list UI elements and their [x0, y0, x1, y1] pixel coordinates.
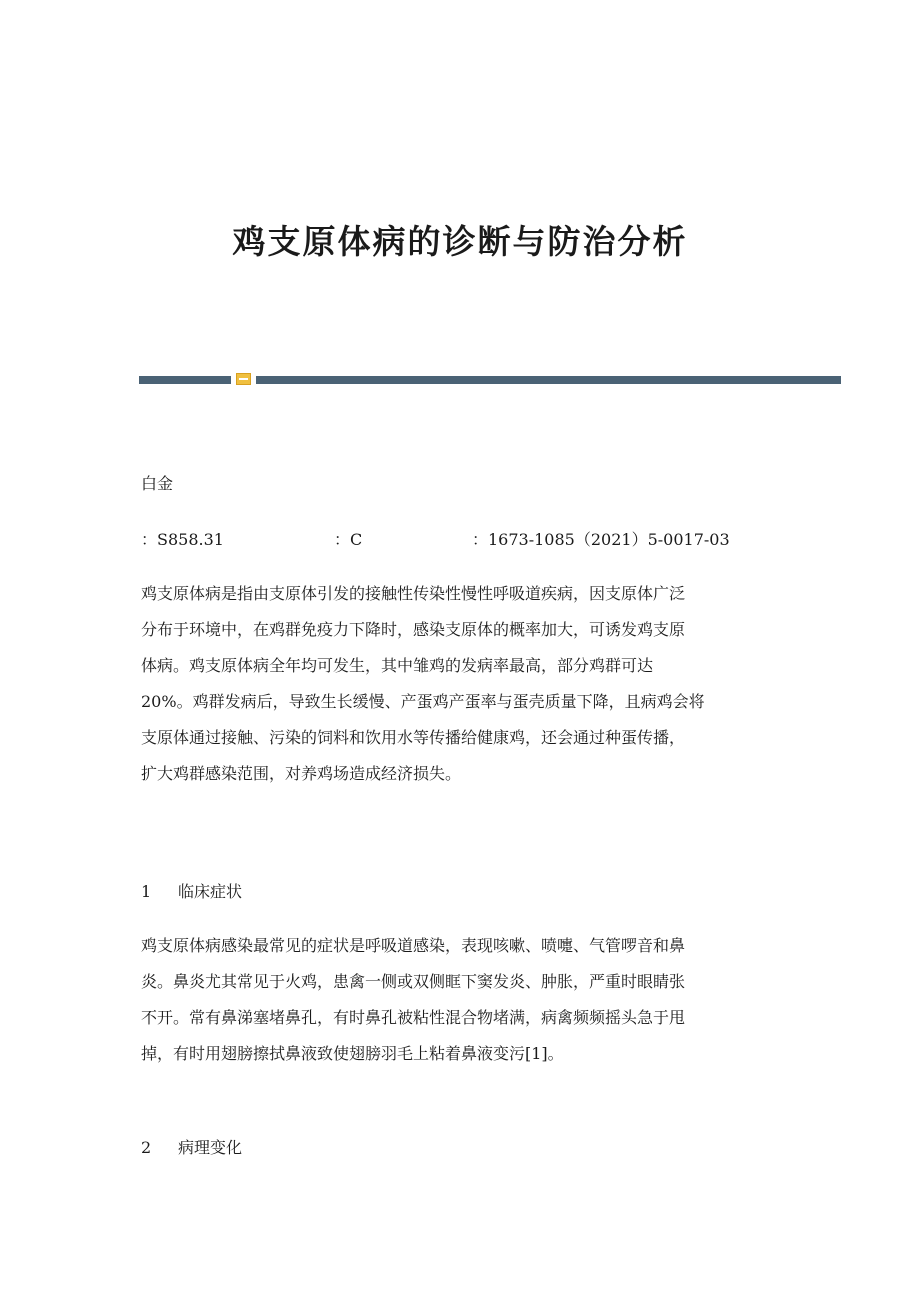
paragraph-line: 鸡支原体病感染最常见的症状是呼吸道感染，表现咳嗽、喷嚏、气管啰音和鼻 — [141, 936, 686, 955]
author-name: 白金 — [141, 474, 174, 493]
divider-bar-right — [256, 376, 841, 384]
document-title: 鸡支原体病的诊断与防治分析 — [232, 222, 688, 261]
section-title: 临床症状 — [178, 882, 243, 901]
paragraph-line: 炎。鼻炎尤其常见于火鸡，患禽一侧或双侧眶下窦发炎、肿胀，严重时眼睛张 — [141, 972, 686, 991]
paragraph-line: 不开。常有鼻涕塞堵鼻孔，有时鼻孔被粘性混合物堵满，病禽频频摇头急于甩 — [141, 1008, 686, 1027]
abstract-line: 分布于环境中，在鸡群免疫力下降时，感染支原体的概率加大，可诱发鸡支原 — [141, 620, 686, 639]
section-number: 1 — [141, 882, 152, 901]
section-heading-2 — [141, 1136, 242, 1160]
abstract-line: 支原体通过接触、污染的饲料和饮用水等传播给健康鸡，还会通过种蛋传播， — [141, 728, 686, 747]
section-number: 2 — [141, 1138, 152, 1157]
abstract-line: 体病。鸡支原体病全年均可发生，其中雏鸡的发病率最高，部分鸡群可达 — [141, 656, 654, 675]
paragraph-line: 掉，有时用翅膀擦拭鼻液致使翅膀羽毛上粘着鼻液变污[1]。 — [141, 1044, 564, 1063]
divider-bar-left — [139, 376, 231, 384]
divider-emblem-icon — [236, 373, 251, 385]
article-id: ：1673-1085（2021）5-0017-03 — [472, 530, 730, 549]
document-code: ：C — [334, 530, 363, 549]
title-divider — [139, 373, 841, 385]
abstract-line: 20%。鸡群发病后，导致生长缓慢、产蛋鸡产蛋率与蛋壳质量下降，且病鸡会将 — [141, 692, 705, 711]
abstract-paragraph — [141, 576, 781, 792]
section-title: 病理变化 — [178, 1138, 243, 1157]
classification-number: ：S858.31 — [141, 530, 224, 549]
section-1-paragraph — [141, 928, 781, 1072]
abstract-line: 扩大鸡群感染范围，对养鸡场造成经济损失。 — [141, 764, 462, 783]
section-heading-1 — [141, 880, 242, 904]
abstract-line: 鸡支原体病是指由支原体引发的接触性传染性慢性呼吸道疾病，因支原体广泛 — [141, 584, 686, 603]
